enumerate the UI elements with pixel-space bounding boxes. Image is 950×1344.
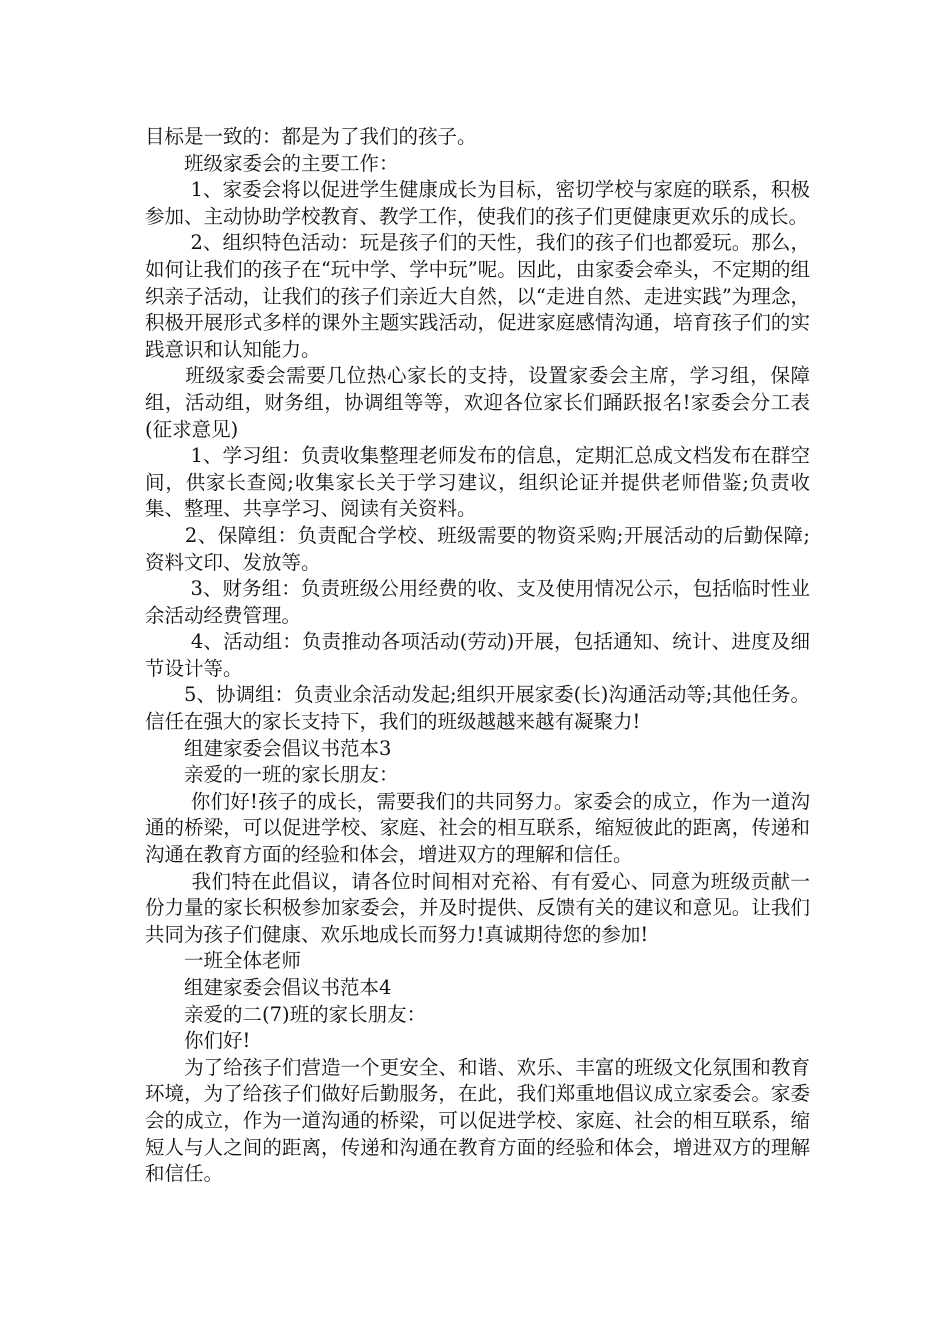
signature-line: 一班全体老师 (145, 949, 302, 973)
section-heading: 班级家委会的主要工作： (145, 151, 399, 175)
paragraph: 班级家委会需要几位热心家长的支持，设置家委会主席，学习组，保障组，活动组，财务组，协调组等等，欢迎各位家长们踊跃报名!家委会分工表(征求意见) (145, 364, 810, 441)
salutation: 亲爱的二(7)班的家长朋友： (145, 1002, 427, 1026)
paragraph: 我们特在此倡议，请各位时间相对充裕、有有爱心、同意为班级贡献一份力量的家长积极参加家委会，并及时提供、反馈有关的建议和意见。让我们共同为孩子们健康、欢乐地成长而努力!真诚期待您的参加! (145, 869, 810, 946)
section-heading: 组建家委会倡议书范本3 (145, 736, 392, 760)
document-page (145, 124, 817, 1188)
paragraph: 2、保障组：负责配合学校、班级需要的物资采购;开展活动的后勤保障;资料文印、发放等。 (145, 523, 810, 574)
paragraph: 目标是一致的：都是为了我们的孩子。 (145, 125, 477, 148)
section-heading: 组建家委会倡议书范本4 (145, 976, 392, 999)
paragraph: 2、组织特色活动：玩是孩子们的天性，我们的孩子们也都爱玩。那么，如何让我们的孩子在“玩中学、学中玩”呢。因此，由家委会牵头，不定期的组织亲子活动，让我们的孩子们亲近大自然，以“走进自然、走进实践”为理念，积极开展形式多样的课外主题实践活动，促进家庭感情沟通，培育孩子们的实践意识和认知能力。 (145, 231, 810, 361)
paragraph: 3、财务组：负责班级公用经费的收、支及使用情况公示，包括临时性业余活动经费管理。 (145, 577, 810, 627)
paragraph: 5、协调组：负责业余活动发起;组织开展家委(长)沟通活动等;其他任务。 信任在强大的家长支持下，我们的班级越越来越有凝聚力! (145, 683, 817, 734)
paragraph: 为了给孩子们营造一个更安全、和谐、欢乐、丰富的班级文化氛围和教育环境，为了给孩子们做好后勤服务，在此，我们郑重地倡议成立家委会。家委会的成立，作为一道沟通的桥梁，可以促进学校、家庭、社会的相互联系，缩短人与人之间的距离，传递和沟通在教育方面的经验和体会，增进双方的理解和信任。 (145, 1055, 810, 1186)
greeting: 你们好! (145, 1029, 251, 1053)
paragraph: 你们好!孩子的成长，需要我们的共同努力。家委会的成立，作为一道沟通的桥梁，可以促进学校、家庭、社会的相互联系，缩短彼此的距离，传递和沟通在教育方面的经验和体会，增进双方的理解和信任。 (145, 789, 810, 867)
paragraph: 4、活动组：负责推动各项活动(劳动)开展，包括通知、统计、进度及细节设计等。 (145, 630, 810, 680)
paragraph: 1、学习组：负责收集整理老师发布的信息，定期汇总成文档发布在群空间，供家长查阅;收集家长关于学习建议，组织论证并提供老师借鉴;负责收集、整理、共享学习、阅读有关资料。 (145, 444, 810, 521)
salutation: 亲爱的一班的家长朋友： (145, 763, 399, 787)
paragraph: 1、家委会将以促进学生健康成长为目标，密切学校与家庭的联系，积极参加、主动协助学校教育、教学工作，使我们的孩子们更健康更欢乐的成长。 (145, 178, 810, 228)
